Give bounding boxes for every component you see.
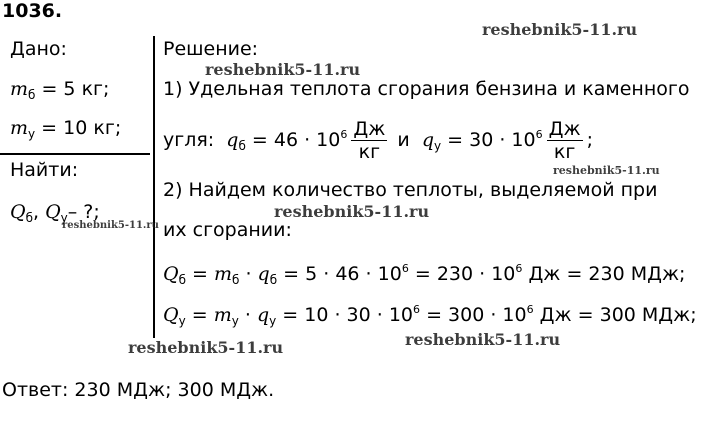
watermark: reshebnik5-11.ru [553, 164, 660, 177]
watermark: reshebnik5-11.ru [482, 20, 638, 39]
watermark: reshebnik5-11.ru [128, 338, 284, 357]
solution-step2-line1: 2) Найдем количество теплоты, выделяемой при [163, 179, 658, 201]
answer-line: Ответ: 230 МДж; 300 МДж. [2, 379, 275, 401]
equation-gasoline: $Q_б = m_б \cdot q_б = 5 \cdot 46 \cdot 10^6 = 230 \cdot 10^6$ Дж = 230 МДж; [163, 262, 686, 287]
given-mass-coal: $m_у = 10$ кг; [10, 117, 122, 141]
problem-number: 1036. [2, 0, 63, 22]
find-quantities: $Q_б$, $Q_у-$ ?; [10, 201, 100, 225]
watermark: reshebnik5-11.ru [405, 330, 561, 349]
equation-coal: $Q_у = m_у \cdot q_у = 10 \cdot 30 \cdot 10^6 = 300 \cdot 10^6$ Дж = 300 МДж; [163, 303, 697, 328]
watermark: reshebnik5-11.ru [274, 202, 430, 221]
solution-step2-line2: их сгорании: [163, 219, 292, 241]
unit-fraction-gasoline: $\frac{Дж}{кг}$ [353, 118, 386, 163]
given-mass-gasoline: $m_б = 5$ кг; [10, 78, 110, 102]
given-solution-separator [153, 36, 155, 338]
find-header: Найти: [10, 159, 79, 181]
solution-specific-heat-line: угля: $q_б = 46 \cdot 10^6$ $\frac{Дж}{кг}$ и $q_у = 30 \cdot 10^6$ $\frac{Дж}{кг}$ ; [163, 118, 593, 163]
watermark: reshebnik5-11.ru [62, 220, 159, 231]
solution-step1: 1) Удельная теплота сгорания бензина и каменного [163, 78, 690, 100]
given-header: Дано: [10, 38, 67, 60]
solution-header: Решение: [163, 38, 259, 60]
given-find-separator [0, 153, 150, 155]
watermark: reshebnik5-11.ru [205, 60, 361, 79]
unit-fraction-coal: $\frac{Дж}{кг}$ [548, 118, 581, 163]
